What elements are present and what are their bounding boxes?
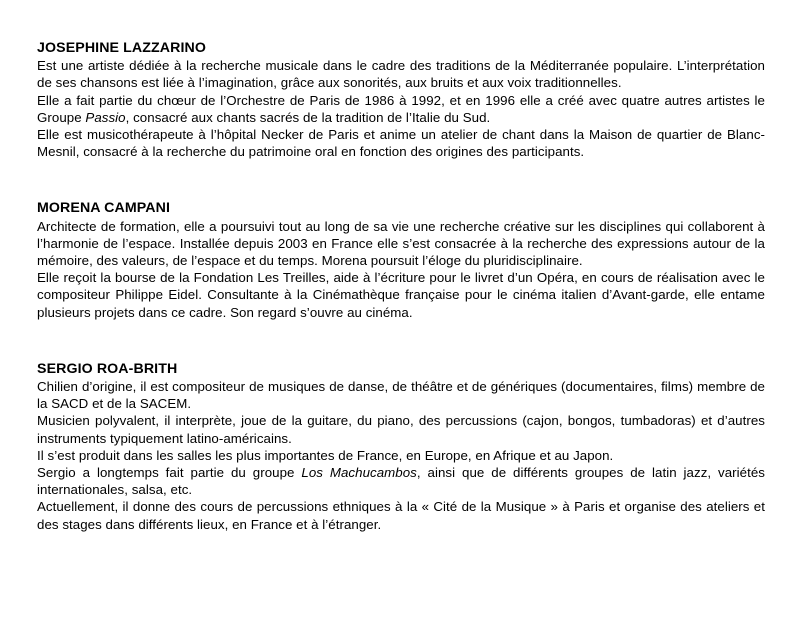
bio-paragraph: [37, 126, 765, 160]
paragraph-text: Elle est musicothérapeute à l’hôpital Necker de Paris et anime un atelier de chant dans la Maison de quartier de Blanc-Mesnil, consacré à la recherche du patrimoine oral en fonction des origines des participants.: [37, 127, 765, 160]
bio-paragraph: [37, 218, 765, 270]
bio-paragraph: [37, 378, 765, 412]
paragraph-text: Actuellement, il donne des cours de percussions ethniques à la « Cité de la Musique » à Paris et organise des ateliers et des stages dans différents lieux, en France et à l’étranger.: [37, 499, 765, 532]
bio-paragraph: [37, 269, 765, 321]
bio-name: MORENA CAMPANI: [37, 200, 171, 217]
bio-josephine-lazzarino: [37, 40, 765, 160]
bio-paragraph: [37, 447, 765, 464]
bio-morena-campani: [37, 200, 765, 320]
bio-paragraph: [37, 92, 765, 126]
bio-paragraph: [37, 57, 765, 91]
paragraph-text: , consacré aux chants sacrés de la tradition de l’Italie du Sud.: [125, 109, 491, 125]
document-page: [37, 40, 765, 533]
paragraph-text: Elle reçoit la bourse de la Fondation Les Treilles, aide à l’écriture pour le livret d’un Opéra, en cours de réalisation avec le compositeur Philippe Eidel. Consultante à la Cinémathèque française pour le cinéma italien d’Avant-garde, elle entame plusieurs projets dans ce cadre. Son regard s’ouvre au cinéma.: [37, 270, 765, 320]
bio-name: SERGIO ROA-BRITH: [37, 360, 178, 377]
bio-paragraph: [37, 464, 765, 498]
paragraph-text: Est une artiste dédiée à la recherche musicale dans le cadre des traditions de la Méditerranée populaire. L’interprétation de ses chansons est liée à l’imagination, grâce aux sonorités, aux bruits et aux voix traditionnelles.: [37, 58, 765, 91]
bio-paragraph: [37, 412, 765, 446]
bio-name: JOSEPHINE LAZZARINO: [37, 40, 207, 56]
paragraph-text: Sergio a longtemps fait partie du groupe: [37, 465, 302, 481]
paragraph-text: Architecte de formation, elle a poursuivi tout au long de sa vie une recherche créative sur les disciplines qui collaborent à l’harmonie de l’espace. Installée depuis 2003 en France elle s’est consacrée à la recherche des expressions autour de la mémoire, des valeurs, de l’espace et du temps. Morena poursuit l’éloge du pluridisciplinaire.: [37, 218, 765, 269]
paragraph-text: Musicien polyvalent, il interprète, joue de la guitare, du piano, des percussions (cajon, bongos, tumbadoras) et d’autres instruments typiquement latino-américains.: [37, 413, 765, 446]
paragraph-text: Chilien d’origine, il est compositeur de musiques de danse, de théâtre et de génériques (documentaires, films) membre de la SACD et de la SACEM.: [37, 379, 765, 412]
paragraph-text: , ainsi que de différents groupes de latin jazz, variétés internationales, salsa, etc.: [37, 465, 765, 498]
bio-sergio-roa-brith: [37, 361, 765, 533]
paragraph-text: Il s’est produit dans les salles les plus importantes de France, en Europe, en Afrique et au Japon.: [37, 447, 614, 463]
bio-paragraph: [37, 498, 765, 532]
paragraph-text: Elle a fait partie du chœur de l’Orchestre de Paris de 1986 à 1992, et en 1996 elle a créé avec quatre autres artistes le Groupe: [37, 92, 765, 125]
group-name-italic: Los Machucambos: [301, 465, 417, 481]
group-name-italic: Passio: [85, 109, 126, 125]
